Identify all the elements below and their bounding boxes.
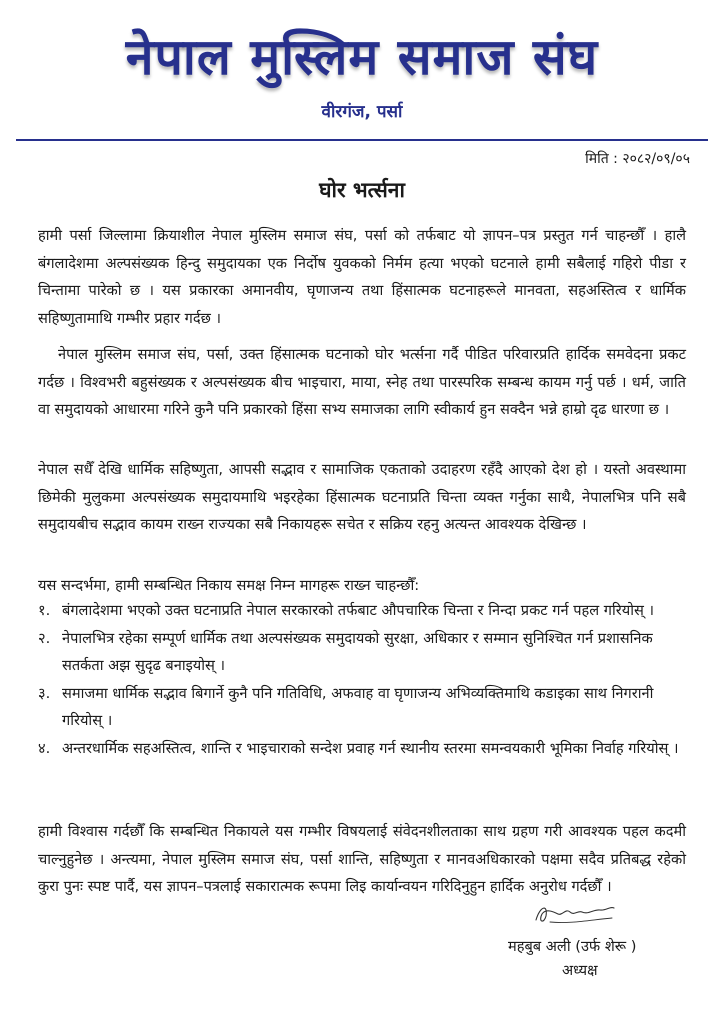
signatory-title: अध्यक्ष — [562, 962, 598, 979]
demand-number: १. — [38, 602, 51, 619]
demands-list — [38, 597, 686, 763]
organization-name: नेपाल मुस्लिम समाज संघ — [125, 28, 599, 86]
demand-number: ४. — [38, 739, 51, 757]
demand-item — [38, 597, 686, 625]
demand-item — [38, 625, 686, 680]
demand-text: बंगलादेशमा भएको उक्त घटनाप्रति नेपाल सरकारको तर्फबाट औपचारिक चिन्ता र निन्दा प्रकट गर्न पहल गरियोस् । — [62, 602, 655, 619]
demand-text: समाजमा धार्मिक सद्भाव बिगार्ने कुनै पनि गतिविधि, अफवाह वा घृणाजन्य अभिव्यक्तिमाथि कडाइका साथ निगरानी गरियोस् । — [62, 684, 654, 730]
paragraph-intro: हामी पर्सा जिल्लामा क्रियाशील नेपाल मुस्लिम समाज संघ, पर्सा को तर्फबाट यो ज्ञापन–पत्र प्रस्तुत गर्न चाहन्छौँ । हालै बंगलादेशमा अल्पसंख्यक हिन्दु समुदायका एक निर्दोष युवकको निर्मम हत्या भएको घटनाले हामी सबैलाई गहिरो पीडा र चिन्तामा पारेको छ । यस प्रकारका अमानवीय, घृणाजन्य तथा हिंसात्मक घटनाहरूले मानवता, सहअस्तित्व र धार्मिक सहिष्णुतामाथि गम्भीर प्रहार गर्दछ । — [38, 227, 686, 327]
demands-intro: यस सन्दर्भमा, हामी सम्बन्धित निकाय समक्ष निम्न मागहरू राख्न चाहन्छौँ: — [38, 577, 420, 594]
paragraph-closing: हामी विश्वास गर्दछौँ कि सम्बन्धित निकायले यस गम्भीर विषयलाई संवेदनशीलताका साथ ग्रहण गरी आवश्यक पहल कदमी चाल्नुहुनेछ । अन्त्यमा, नेपाल मुस्लिम समाज संघ, पर्सा शान्ति, सहिष्णुता र मानवअधिकारको पक्षमा सदैव प्रतिबद्ध रहेको कुरा पुनः स्पष्ट पार्दै, यस ज्ञापन–पत्रलाई सकारात्मक रूपमा लिइ कार्यान्वयन गरिदिनुहुन हार्दिक अनुरोध गर्दछौँ । — [38, 823, 686, 896]
paragraph-condemnation: नेपाल मुस्लिम समाज संघ, पर्सा, उक्त हिंसात्मक घटनाको घोर भर्त्सना गर्दै पीडित परिवारप्रति हार्दिक समवेदना प्रकट गर्दछ । विश्वभरी बहुसंख्यक र अल्पसंख्यक बीच भाइचारा, माया, स्नेह तथा पारस्परिक सम्बन्ध कायम गर्नु पर्छ । धर्म, जाति वा समुदायको आधारमा गरिने कुनै पनि प्रकारको हिंसा सभ्य समाजका लागि स्वीकार्य हुन सक्दैन भन्ने हाम्रो दृढ धारणा छ । — [38, 346, 686, 419]
demand-item — [38, 735, 686, 763]
handwritten-signature — [530, 900, 620, 928]
organization-location: वीरगंज, पर्सा — [321, 102, 403, 122]
signatory-name: महबुब अली (उर्फ शेरू ) — [508, 938, 637, 955]
document-title: घोर भर्त्सना — [319, 178, 405, 202]
letter-date: मिति : २०८२/०९/०५ — [585, 151, 690, 167]
demand-number: २. — [38, 629, 51, 647]
header-divider — [16, 139, 708, 141]
paragraph-harmony: नेपाल सधैँ देखि धार्मिक सहिष्णुता, आपसी सद्भाव र सामाजिक एकताको उदाहरण रहँदै आएको देश हो । यस्तो अवस्थामा छिमेकी मुलुकमा अल्पसंख्यक समुदायमाथि भइरहेका हिंसात्मक घटनाप्रति चिन्ता व्यक्त गर्नुका साथै, नेपालभित्र पनि सबै समुदायबीच सद्भाव कायम राख्न राज्यका सबै निकायहरू सचेत र सक्रिय रहनु अत्यन्त आवश्यक देखिन्छ । — [38, 461, 686, 534]
demand-text: नेपालभित्र रहेका सम्पूर्ण धार्मिक तथा अल्पसंख्यक समुदायको सुरक्षा, अधिकार र सम्मान सुनिश्चित गर्न प्रशासनिक सतर्कता अझ सुदृढ बनाइयोस् । — [62, 629, 653, 675]
demand-number: ३. — [38, 684, 51, 702]
demand-text: अन्तरधार्मिक सहअस्तित्व, शान्ति र भाइचाराको सन्देश प्रवाह गर्न स्थानीय स्तरमा समन्वयकारी भूमिका निर्वाह गरियोस् । — [62, 739, 679, 757]
demand-item — [38, 680, 686, 735]
